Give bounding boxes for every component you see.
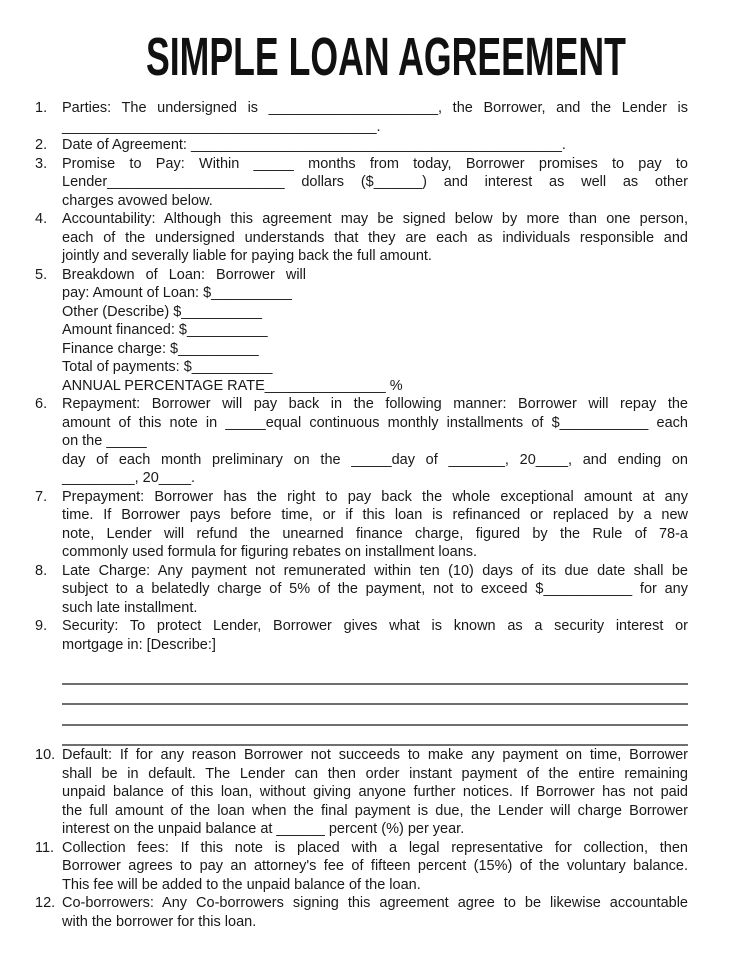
clause-body (62, 395, 688, 488)
item-line: Late Charge: Any payment not remunerated within ten (10) days of its due date shall be (62, 562, 688, 579)
clause-co-borrowers (35, 894, 688, 931)
item-line: jointly and severally liable for paying back the full amount. (62, 248, 432, 264)
item-line: the full amount of the loan when the final payment is due, the Lender will charge Borrower (62, 802, 688, 819)
blank-line (62, 726, 688, 747)
item-line: day of each month preliminary on the _____day of _______, 20____, and ending on (62, 451, 688, 468)
clause-prepayment (35, 488, 688, 562)
item-line: time. If Borrower pays before time, or if this loan is refinanced or replaced by a new (62, 507, 688, 523)
item-number: 3. (35, 155, 48, 172)
item-line: Prepayment: Borrower has the right to pay back the whole exceptional amount at any (62, 488, 688, 505)
clause-repayment (35, 395, 688, 488)
item-number: 8. (35, 562, 48, 579)
agreement-clause-list (35, 99, 688, 931)
item-line: mortgage in: [Describe:] (62, 636, 216, 653)
item-line: Security: To protect Lender, Borrower gives what is known as a security interest or (62, 618, 688, 634)
item-line: Finance charge: $__________ (62, 340, 259, 357)
item-line: subject to a belatedly charge of 5% of the payment, not to exceed $___________ for any (62, 581, 688, 597)
item-line: Parties: The undersigned is _____________________, the Borrower, and the Lender is (62, 100, 688, 116)
clause-default (35, 746, 688, 839)
item-line: commonly used formula for figuring rebates on installment loans. (62, 544, 478, 560)
clause-date-of-agreement (35, 136, 688, 155)
clause-body (62, 488, 688, 562)
item-number: 6. (35, 396, 48, 412)
item-number: 1. (35, 100, 48, 116)
item-line: Repayment: Borrower will pay back in the following manner: Borrower will repay the (62, 396, 688, 412)
clause-body (62, 155, 688, 211)
clause-body (62, 617, 688, 746)
clause-late-charge (35, 562, 688, 618)
item-line: Lender______________________ dollars ($______) and interest as well as other (62, 174, 688, 190)
item-line: This fee will be added to the unpaid balance of the loan. (62, 876, 421, 893)
item-line: Co-borrowers: Any Co-borrowers signing this agreement agree to be likewise accountable (62, 895, 688, 911)
security-description-area (62, 664, 688, 746)
item-number: 7. (35, 488, 48, 505)
item-line: Total of payments: $__________ (62, 359, 273, 375)
item-number: 4. (35, 211, 48, 227)
item-line: amount of this note in _____equal continuous monthly installments of $___________ each (62, 414, 688, 431)
clause-body (62, 839, 688, 895)
clause-body (62, 746, 688, 839)
item-line: with the borrower for this loan. (62, 913, 257, 930)
item-line: charges avowed below. (62, 192, 213, 209)
clause-body (62, 562, 688, 618)
item-line: Collection fees: If this note is placed with a legal representative for collection, then (62, 839, 688, 856)
clause-breakdown-of-loan (35, 266, 688, 396)
item-line: each of the undersigned understands that they are each as individuals responsible and (62, 229, 688, 246)
clause-promise-to-pay (35, 155, 688, 211)
item-number: 5. (35, 266, 48, 283)
blank-line (62, 705, 688, 726)
item-number: 2. (35, 137, 48, 153)
blank-line (62, 685, 688, 706)
item-line: _________, 20____. (62, 470, 196, 486)
item-line: Default: If for any reason Borrower not succeeds to make any payment on time, Borrower (62, 747, 688, 763)
clause-body (62, 99, 688, 136)
item-line: such late installment. (62, 599, 198, 616)
clause-collection-fees (35, 839, 688, 895)
item-line: unpaid balance of this loan, without giving anyone further notices. If Borrower has not paid (62, 784, 688, 800)
item-line: Borrower agrees to pay an attorney's fee of fifteen percent (15%) of the voluntary balance. (62, 858, 688, 874)
item-number: 9. (35, 618, 48, 634)
clause-security (35, 617, 688, 746)
blank-line (62, 664, 688, 685)
item-number: 10. (35, 747, 56, 763)
item-line: Promise to Pay: Within _____ months from today, Borrower promises to pay to (62, 155, 688, 172)
item-line: Breakdown of Loan: Borrower will (62, 266, 306, 283)
clause-body (62, 894, 688, 931)
clause-body (62, 136, 688, 155)
item-line: Accountability: Although this agreement may be signed below by more than one person, (62, 211, 688, 227)
item-line: on the _____ (62, 433, 147, 449)
document-title: SIMPLE LOAN AGREEMENT (146, 27, 626, 87)
item-line: note, Lender will refund the unearned finance charge, figured by the Rule of 78-a (62, 525, 688, 542)
item-line: Date of Agreement: ______________________________________________. (62, 137, 566, 153)
item-line: pay: Amount of Loan: $__________ (62, 285, 292, 301)
item-line: interest on the unpaid balance at ______ percent (%) per year. (62, 821, 465, 837)
item-line: _______________________________________. (62, 118, 381, 135)
item-number: 11. (35, 839, 55, 856)
clause-body (62, 210, 688, 266)
item-line: Amount financed: $__________ (62, 322, 268, 338)
clause-accountability (35, 210, 688, 266)
clause-parties (35, 99, 688, 136)
item-number: 12. (35, 895, 56, 911)
item-line: shall be in default. The Lender can then order instant payment of the entire remaining (62, 765, 688, 782)
clause-body (62, 266, 688, 396)
item-line: ANNUAL PERCENTAGE RATE_______________ % (62, 377, 403, 394)
item-line: Other (Describe) $__________ (62, 303, 262, 320)
